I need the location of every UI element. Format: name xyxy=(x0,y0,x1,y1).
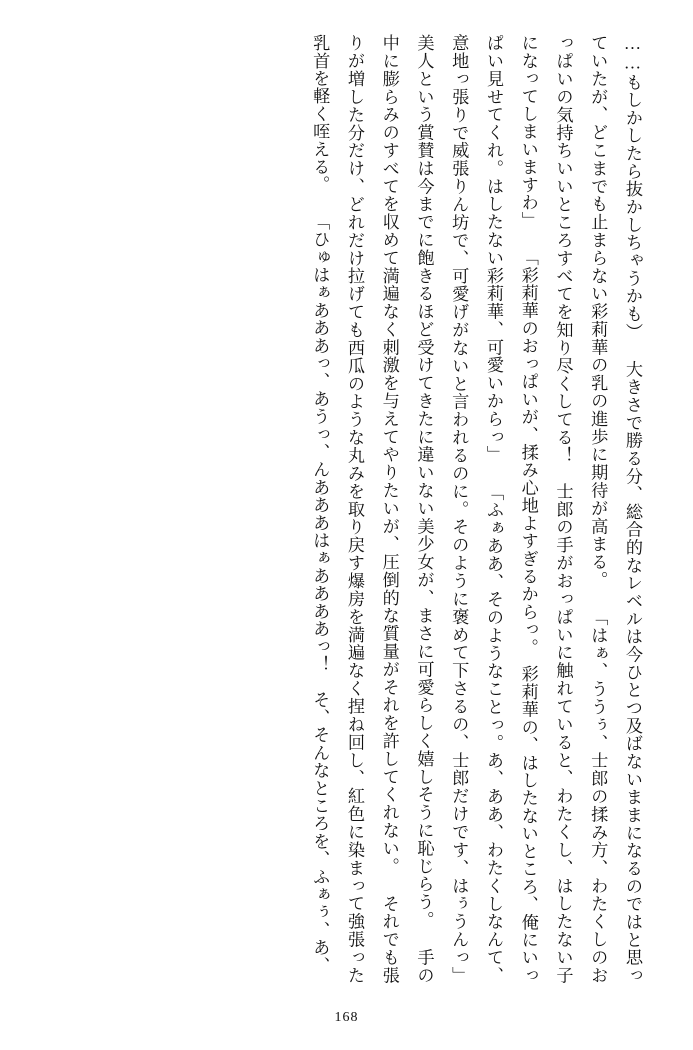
page-number: 168 xyxy=(334,1010,359,1025)
page-body-text: ……もしかしたら抜かしちゃうかも） 大きさで勝る分、総合的なレベルは今ひとつ及ばないままになるのではと思っていたが、どこまでも止まらない彩莉華の乳の進歩に期待が高まる。 「はぁ、ううぅ、士郎の揉み方、わたくしのおっぱいの気持ちいいところすべてを知り尽くしてる！ 士郎の手がおっぱいに触れていると、わたくし、はしたない子になってしまいますわ」 「彩莉華のおっぱいが、揉み心地よすぎるからっ。 彩莉華の、はしたないところ、俺にいっぱい見せてくれ。はしたない彩莉華、可愛いからっ」 「ふぁああ、そのようなことっ。あ、ああ、わたくしなんて、意地っ張りで威張りん坊で、可愛げがないと言われるのに。そのように褒めて下さるの、士郎だけです、はぅうんっ」 美人という賞賛は今までに飽きるほど受けてきたに違いない美少女が、まさに可愛らしく嬉しそうに恥じらう。 手の中に膨らみのすべてを収めて満遍なく刺激を与えてやりたいが、圧倒的な質量がそれを許してくれない。 それでも張りが増した分だけ、どれだけ拉げても西瓜のような丸みを取り戻す爆房を満遍なく捏ね回し、紅色に染まって強張った乳首を軽く咥える。 「ひゅはぁあああっ、あうっ、んあああはぁああああっ！ そ、そんなところを、ふぁぅ、あ、 xyxy=(310,34,642,984)
